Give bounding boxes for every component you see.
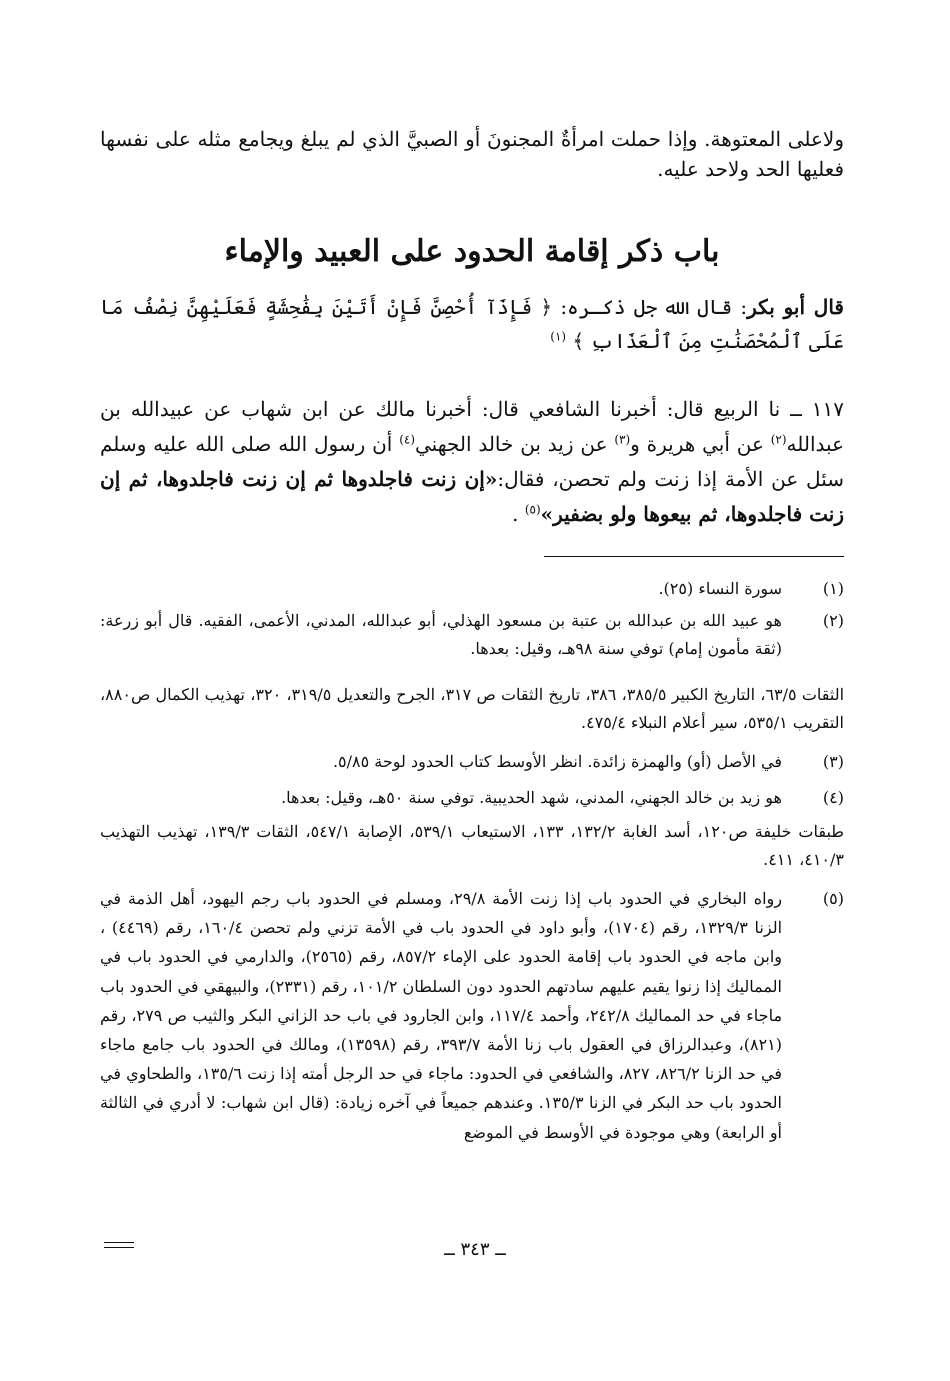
footnote-4 — [100, 784, 844, 812]
top-paragraph: ولاعلى المعتوهة. وإذا حملت امرأةٌ المجنونَ أو الصبيَّ الذي لم يبلغ ويجامع مثله على نفسها فعليها الحد ولاحد عليه. — [100, 127, 844, 181]
hadith-paragraph — [100, 392, 844, 532]
hadith-end: . — [512, 502, 525, 526]
footnote-text: سورة النساء (٢٥). — [658, 579, 782, 598]
footnote-number: (٥) — [822, 889, 844, 908]
footnote-3 — [100, 748, 844, 776]
footnote-1 — [100, 575, 844, 603]
footnote-5 — [100, 884, 844, 1147]
continuation-mark — [104, 1242, 134, 1250]
footnote-ref: (٥) — [524, 502, 541, 517]
footnote-text: رواه البخاري في الحدود باب إذا زنت الأمة ٢٩/٨، ومسلم في الحدود باب رجم اليهود، أهل الذمة في الزنا ١٣٢٩/٣، رقم (١٧٠٤)، وأبو داود في الحدود باب في الأمة تزني ولم تحصن ١٦٠/٤، رقم (٤٤٦٩) ، وابن ماجه في الحدود باب إقامة الحدود على الإماء ٨٥٧/٢، رقم (٢٥٦٥)، والدارمي في الحدود باب في المماليك إذا زنوا يقيم عليهم سادتهم الحدود دون السلطان ١٠١/٢، رقم (٢٣٣١)، والبيهقي في الحدود باب ماجاء في حد المماليك ٢٤٢/٨، وأحمد ١١٧/٤، وابن الجارود في باب حد الزاني البكر والثيب ص ٢٧٩، رقم (٨٢١)، وعبدالرزاق في العقول باب زنا الأمة ٣٩٣/٧، رقم (١٣٥٩٨)، ومالك في الحدود باب جامع ماجاء في حد الزنا ٨٢٦/٢، ٨٢٧، والشافعي في الحدود: ماجاء في حد الرجل أمته إذا زنت ١٣٥/٦، والطحاوي في الحدود باب حد البكر في الزنا ١٣٥/٣. وعندهم جميعاً في آخره زيادة: (قال ابن شهاب: لا أدري في الثالثة أو الرابعة) وهي موجودة في الأوسط في الموضع — [100, 889, 783, 1142]
footnote-4-references: طبقات خليفة ص١٢٠، أسد الغابة ١٣٢/٢، ١٣٣، الاستيعاب ٥٣٩/١، الإصابة ٥٤٧/١، الثقات ١٣٩/٣، تهذيب التهذيب ٤١٠/٣، ٤١١. — [100, 822, 845, 869]
footnote-ref: (٤) — [399, 432, 416, 447]
quote-speaker: قال أبو بكر — [747, 295, 844, 319]
hadith-quote: «إن زنت فاجلدوها ثم إن زنت فاجلدوها، ثم إن زنت فاجلدوها، ثم بيعوها ولو بضفير» — [100, 467, 844, 526]
footnote-ref: (٣) — [614, 432, 631, 447]
footnote-2 — [100, 607, 844, 663]
hadith-text: عن زيد بن خالد الجهني — [415, 432, 615, 456]
footnote-divider — [544, 556, 844, 557]
quran-quote-paragraph — [100, 290, 844, 358]
hadith-text: أن رسول الله صلى الله عليه وسلم سئل عن الأمة إذا زنت ولم تحصن، فقال: — [100, 432, 845, 491]
chapter-title: باب ذكر إقامة الحدود على العبيد والإماء — [224, 234, 720, 269]
page-number: ــ ٣٤٣ ــ — [444, 1239, 506, 1260]
footnote-number: (٣) — [822, 752, 844, 771]
footnote-ref: (٢) — [770, 432, 787, 447]
hadith-text: ١١٧ ــ نا الربيع قال: أخبرنا الشافعي قال: أخبرنا مالك عن ابن شهاب عن عبيدالله بن عبدالله — [100, 397, 845, 456]
quote-text: : قال الله جل ذكـره: ﴿ فَإِذَآ أُحْصِنَّ فَإِنْ أَتَيْنَ بِفَٰحِشَةٍ فَعَلَيْهِنَّ نِصْفُ مَا عَلَى ٱلْمُحْصَنَٰتِ مِنَ ٱلْعَذَابِ ﴾ — [100, 295, 844, 353]
footnote-ref: (١) — [550, 329, 567, 344]
footnote-text: هو عبيد الله بن عبدالله بن عتبة بن مسعود الهذلي، أبو عبدالله، المدني، الأعمى، الفقيه. قال أبو زرعة: (ثقة مأمون إمام) توفي سنة ٩٨هـ، وقيل: بعدها. — [100, 611, 782, 658]
footnote-text: في الأصل (أو) والهمزة زائدة. انظر الأوسط كتاب الحدود لوحة ٥/٨٥. — [332, 752, 782, 771]
footnote-text: هو زيد بن خالد الجهني، المدني، شهد الحديبية. توفي سنة ٥٠هـ، وقيل: بعدها. — [281, 788, 782, 807]
footnote-2-references: الثقات ٦٣/٥، التاريخ الكبير ٣٨٥/٥، ٣٨٦، تاريخ الثقات ص ٣١٧، الجرح والتعديل ٣١٩/٥، ٣٢٠، تهذيب الكمال ص٨٨٠، التقريب ٥٣٥/١، سير أعلام النبلاء ٤٧٥/٤. — [100, 685, 845, 732]
footnote-number: (١) — [822, 579, 844, 598]
hadith-text: عن أبي هريرة و — [630, 432, 771, 456]
footnote-number: (٤) — [822, 788, 844, 807]
footnote-number: (٢) — [822, 611, 844, 630]
